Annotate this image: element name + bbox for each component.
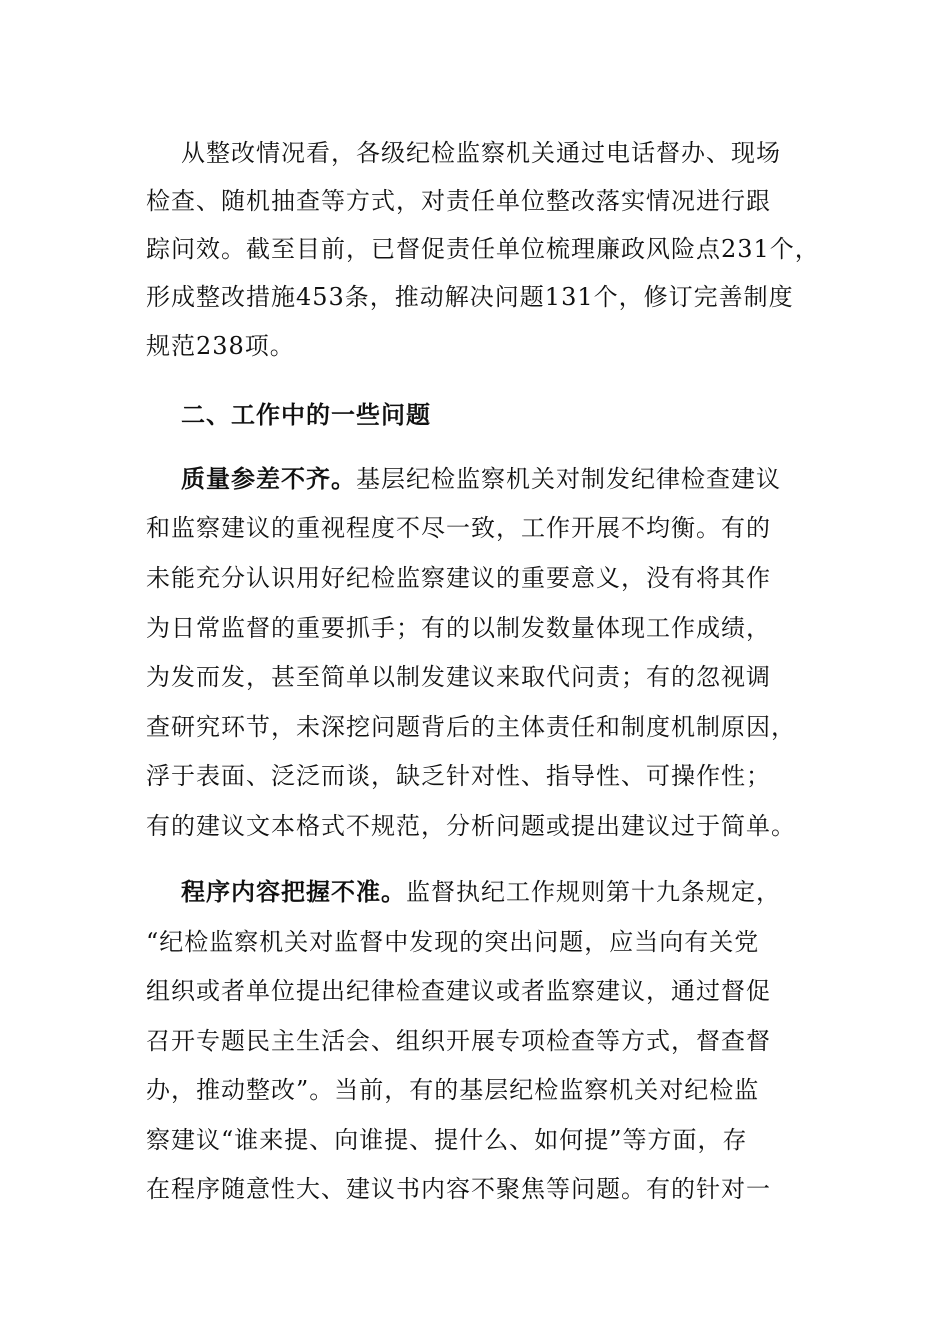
- paragraph-1-line-1: 从整改情况看，各级纪检监察机关通过电话督办、现场: [181, 139, 781, 167]
- paragraph-2-line-1: [181, 464, 781, 494]
- section-heading: 二、工作中的一些问题: [181, 401, 431, 429]
- paragraph-2-line-7: 浮于表面、泛泛而谈，缺乏针对性、指导性、可操作性；: [146, 762, 771, 790]
- paragraph-2-line-5: 为发而发，甚至简单以制发建议来取代问责；有的忽视调: [146, 663, 771, 691]
- paragraph-3-line-3: 组织或者单位提出纪律检查建议或者监察建议，通过督促: [146, 977, 771, 1005]
- paragraph-3-first-rest: 监督执纪工作规则第十九条规定，: [406, 878, 781, 906]
- paragraph-1-line-5: 规范238项。: [146, 332, 295, 360]
- paragraph-2-first-rest: 基层纪检监察机关对制发纪律检查建议: [356, 465, 781, 493]
- paragraph-3-line-1: [181, 877, 781, 907]
- paragraph-3-line-6: 察建议“谁来提、向谁提、提什么、如何提”等方面，存: [146, 1126, 748, 1154]
- paragraph-3-line-2: “纪检监察机关对监督中发现的突出问题，应当向有关党: [146, 928, 760, 956]
- paragraph-3-line-4: 召开专题民主生活会、组织开展专项检查等方式，督查督: [146, 1027, 771, 1055]
- paragraph-2-line-2: 和监察建议的重视程度不尽一致，工作开展不均衡。有的: [146, 514, 771, 542]
- paragraph-2-line-6: 查研究环节，未深挖问题背后的主体责任和制度机制原因，: [146, 713, 796, 741]
- paragraph-2-line-4: 为日常监督的重要抓手；有的以制发数量体现工作成绩，: [146, 614, 771, 642]
- paragraph-1-line-2: 检查、随机抽查等方式，对责任单位整改落实情况进行跟: [146, 187, 771, 215]
- paragraph-1-line-3: 踪问效。截至目前，已督促责任单位梳理廉政风险点231个，: [146, 235, 820, 263]
- paragraph-2-line-3: 未能充分认识用好纪检监察建议的重要意义，没有将其作: [146, 564, 771, 592]
- paragraph-3-line-5: 办，推动整改”。当前，有的基层纪检监察机关对纪检监: [146, 1076, 760, 1104]
- paragraph-3-line-7: 在程序随意性大、建议书内容不聚焦等问题。有的针对一: [146, 1175, 771, 1203]
- paragraph-2-lead: 质量参差不齐。: [181, 465, 356, 493]
- paragraph-1-line-4: 形成整改措施453条，推动解决问题131个，修订完善制度: [146, 283, 794, 311]
- paragraph-2-line-8: 有的建议文本格式不规范，分析问题或提出建议过于简单。: [146, 812, 796, 840]
- paragraph-3-lead: 程序内容把握不准。: [181, 878, 406, 906]
